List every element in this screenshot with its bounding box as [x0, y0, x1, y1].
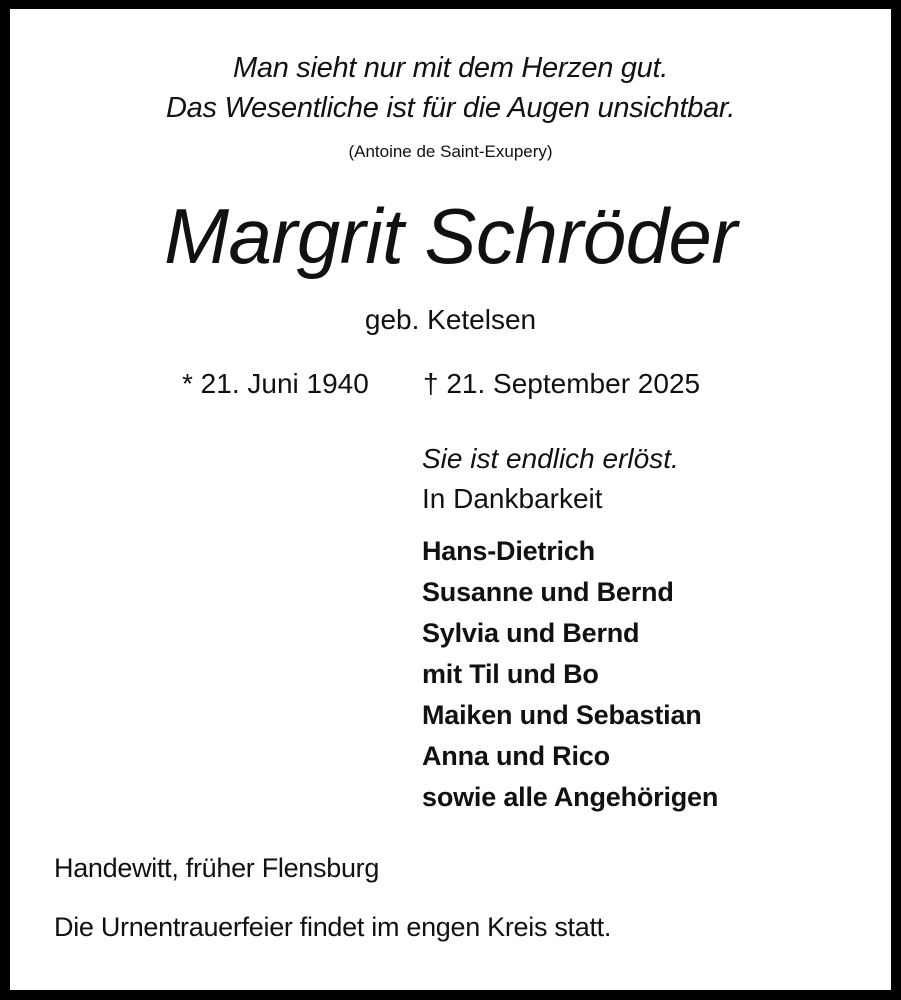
obituary-notice	[10, 9, 891, 990]
mourner-item: Sylvia und Bernd	[422, 618, 640, 648]
deceased-name: Margrit Schröder	[164, 192, 737, 280]
mourner-item: mit Til und Bo	[422, 659, 599, 689]
quote-line-1: Man sieht nur mit dem Herzen gut.	[233, 52, 668, 84]
maiden-name: geb. Ketelsen	[364, 304, 537, 335]
quote-line-2: Das Wesentliche ist für die Augen unsichtbar.	[166, 92, 735, 124]
mourner-item: sowie alle Angehörigen	[422, 782, 719, 812]
mourner-item: Anna und Rico	[422, 741, 610, 771]
mourner-item: Maiken und Sebastian	[422, 700, 702, 730]
mourner-item: Hans-Dietrich	[422, 536, 595, 566]
farewell-line: Sie ist endlich erlöst.	[422, 443, 679, 474]
mourner-item: Susanne und Bernd	[422, 577, 674, 607]
location-line: Handewitt, früher Flensburg	[54, 853, 380, 883]
birth-date: * 21. Juni 1940	[182, 368, 369, 399]
ceremony-note: Die Urnentrauerfeier findet im engen Kreis statt.	[54, 912, 612, 942]
thanks-line: In Dankbarkeit	[422, 483, 603, 514]
quote-attribution: (Antoine de Saint-Exupery)	[348, 142, 553, 161]
death-date: † 21. September 2025	[423, 368, 701, 399]
